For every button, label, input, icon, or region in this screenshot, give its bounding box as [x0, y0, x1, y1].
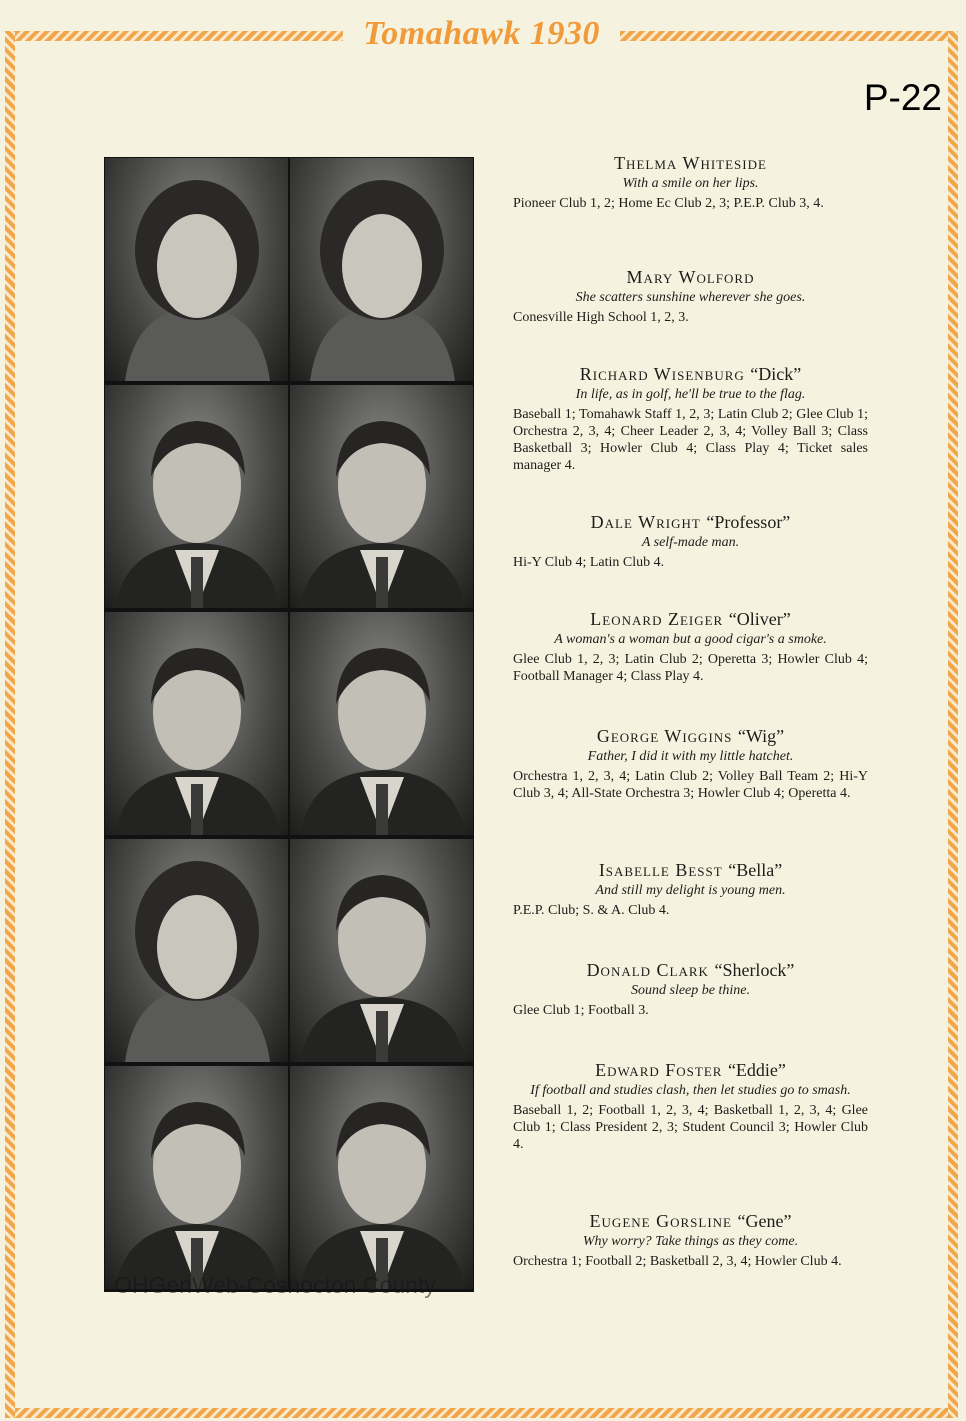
student-name-line	[513, 152, 868, 174]
student-nickname: “Professor”	[706, 512, 791, 532]
watermark: OHGenWeb-Coshocton County	[114, 1272, 436, 1298]
student-motto: In life, as in golf, he'll be true to the flag.	[575, 387, 806, 402]
student-name: Thelma Whiteside	[614, 153, 767, 173]
portrait-photo	[105, 385, 288, 608]
student-nickname: “Oliver”	[728, 609, 791, 629]
student-name: Mary Wolford	[626, 267, 755, 287]
student-motto: Father, I did it with my little hatchet.	[587, 749, 794, 764]
student-motto: And still my delight is young men.	[595, 883, 786, 898]
student-activities: Glee Club 1, 2, 3; Latin Club 2; Operetta 3; Howler Club 4; Football Manager 4; Class Play 4.	[513, 652, 868, 684]
portrait-photo	[290, 385, 473, 608]
student-name: Eugene Gorsline	[589, 1211, 732, 1231]
student-name-line	[513, 1210, 868, 1232]
portrait-face	[157, 895, 237, 999]
student-nickname: “Eddie”	[727, 1060, 786, 1080]
portrait-tie	[191, 784, 203, 835]
student-name: George Wiggins	[596, 726, 733, 746]
portrait-photo	[105, 1066, 288, 1289]
student-nickname: “Dick”	[750, 364, 802, 384]
student-activities: Conesville High School 1, 2, 3.	[513, 310, 689, 325]
top-border-left	[5, 31, 343, 41]
student-name-line	[513, 725, 868, 747]
student-name-line	[513, 1059, 868, 1081]
portrait-photo	[105, 612, 288, 835]
bottom-border	[5, 1408, 958, 1418]
student-name-line	[513, 608, 868, 630]
student-motto: Sound sleep be thine.	[631, 983, 750, 998]
portrait-photo	[105, 839, 288, 1062]
student-activities: Orchestra 1; Football 2; Basketball 2, 3, 4; Howler Club 4.	[513, 1254, 842, 1269]
student-nickname: “Bella”	[728, 860, 783, 880]
student-entry	[513, 511, 868, 571]
portrait-face	[342, 214, 422, 318]
portrait-tie	[376, 1011, 388, 1062]
portrait-photo	[105, 158, 288, 381]
student-activities: Baseball 1; Tomahawk Staff 1, 2, 3; Latin Club 2; Glee Club 1; Orchestra 2, 3, 4; Cheer Leader 2, 3, 4; Volley Ball 3; Class Basketball 3; Howler Club 4; Class Play 4; Ticket sales manager 4.	[513, 407, 868, 473]
student-entry	[513, 608, 868, 685]
student-name-line	[513, 363, 868, 385]
student-name: Leonard Zeiger	[590, 609, 724, 629]
portrait-tie	[376, 784, 388, 835]
portrait-photo	[290, 158, 473, 381]
student-nickname: “Wig”	[737, 726, 785, 746]
student-activities: Baseball 1, 2; Football 1, 2, 3, 4; Basketball 1, 2, 3, 4; Glee Club 1; Class President 2, 3; Student Council 3; Howler Club 4.	[513, 1103, 868, 1152]
portrait-face	[157, 214, 237, 318]
student-name: Isabelle Besst	[598, 860, 723, 880]
student-motto: With a smile on her lips.	[622, 176, 759, 191]
student-name: Dale Wright	[590, 512, 701, 532]
page-label: P-22	[863, 77, 942, 118]
portrait-tie	[376, 557, 388, 608]
student-name: Donald Clark	[586, 960, 709, 980]
student-motto: A woman's a woman but a good cigar's a smoke.	[554, 632, 827, 647]
student-name-line	[513, 266, 868, 288]
student-motto: Why worry? Take things as they come.	[582, 1234, 799, 1249]
student-name: Edward Foster	[595, 1060, 723, 1080]
student-activities: Hi-Y Club 4; Latin Club 4.	[513, 555, 665, 570]
student-name: Richard Wisenburg	[579, 364, 745, 384]
student-motto: She scatters sunshine wherever she goes.	[575, 290, 806, 305]
student-entry	[513, 266, 868, 326]
yearbook-title: Tomahawk 1930	[363, 15, 600, 52]
student-activities: Pioneer Club 1, 2; Home Ec Club 2, 3; P.E.P. Club 3, 4.	[513, 196, 824, 211]
portrait-photo	[290, 1066, 473, 1289]
portrait-photo	[290, 612, 473, 835]
student-motto: A self-made man.	[641, 535, 740, 550]
student-name-line	[513, 959, 868, 981]
portrait-tie	[191, 557, 203, 608]
student-nickname: “Sherlock”	[714, 960, 795, 980]
portrait-photo	[290, 839, 473, 1062]
top-border-right	[620, 31, 958, 41]
student-activities: Orchestra 1, 2, 3, 4; Latin Club 2; Volley Ball Team 2; Hi-Y Club 3, 4; All-State Orchestra 3; Howler Club 4; Operetta 4.	[513, 769, 868, 801]
student-name-line	[513, 859, 868, 881]
student-entry	[513, 959, 868, 1019]
portrait-grid	[104, 157, 474, 1292]
student-entry	[513, 1059, 868, 1153]
student-entry	[513, 1210, 868, 1270]
student-motto: If football and studies clash, then let studies go to smash.	[530, 1083, 851, 1098]
student-entry	[513, 363, 868, 474]
student-activities: Glee Club 1; Football 3.	[513, 1003, 649, 1018]
student-nickname: “Gene”	[737, 1211, 792, 1231]
student-entry	[513, 152, 868, 212]
student-entry	[513, 859, 868, 919]
student-activities: P.E.P. Club; S. & A. Club 4.	[513, 903, 670, 918]
student-entry	[513, 725, 868, 802]
left-border	[5, 31, 15, 1418]
right-border	[948, 31, 958, 1418]
student-name-line	[513, 511, 868, 533]
